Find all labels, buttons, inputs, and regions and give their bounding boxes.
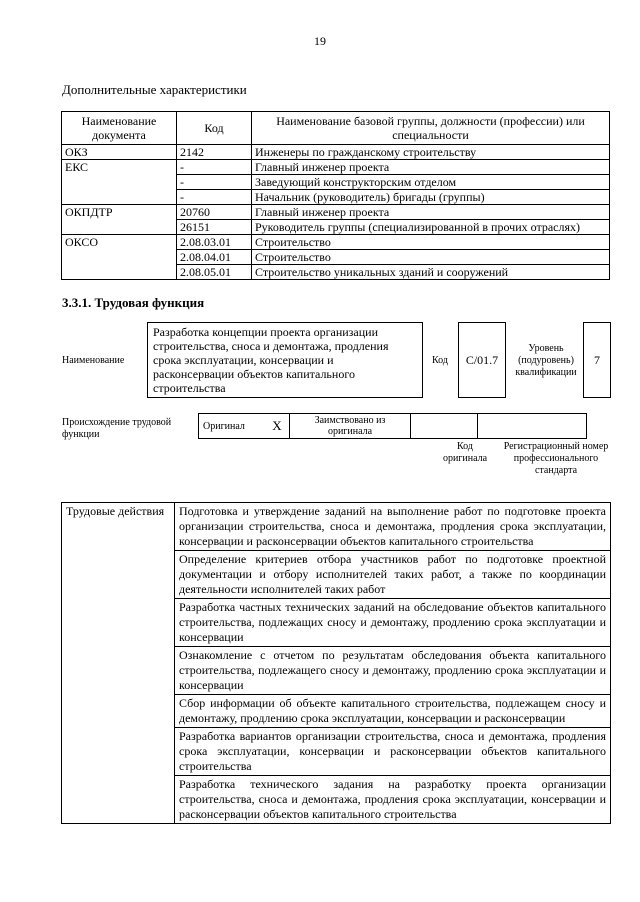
reg-number-label: Регистрационный номер профессионального стандарта bbox=[503, 441, 609, 476]
header-doc: Наименование документа bbox=[62, 112, 177, 145]
labor-actions-table bbox=[61, 502, 611, 824]
doc-cell: ОКПДТР bbox=[62, 205, 177, 235]
name-cell: Инженеры по гражданскому строительству bbox=[252, 145, 610, 160]
origin-row bbox=[199, 414, 587, 439]
qualification-level-label: Уровень (подуровень) квалификации bbox=[515, 343, 577, 378]
extra-characteristics-heading: Дополнительные характеристики bbox=[62, 82, 247, 97]
code-original-label: Код оригинала bbox=[442, 441, 488, 464]
table-row bbox=[62, 145, 610, 160]
name-cell: Главный инженер проекта bbox=[252, 160, 610, 175]
function-code-label: Код bbox=[432, 355, 448, 366]
header-name: Наименование базовой группы, должности (профессии) или специальности bbox=[252, 112, 610, 145]
name-cell: Заведующий конструкторским отделом bbox=[252, 175, 610, 190]
name-cell: Начальник (руководитель) бригады (группы) bbox=[252, 190, 610, 205]
table-header-row bbox=[62, 112, 610, 145]
name-cell: Строительство уникальных зданий и сооружений bbox=[252, 265, 610, 280]
function-name-label: Наименование bbox=[62, 355, 125, 366]
labor-action-text: Сбор информации об объекте капитального строительства, подлежащем сносу и демонтажу, продлению срока эксплуатации, консервации и расконсервации bbox=[175, 695, 611, 728]
category-cell: Трудовые действия bbox=[62, 503, 175, 824]
table-row bbox=[62, 160, 610, 175]
original-code-cell bbox=[411, 414, 478, 439]
labor-action-text: Разработка вариантов организации строительства, сноса и демонтажа, продления срока эксплуатации, консервации и расконсервации объектов капитального строительства bbox=[175, 728, 611, 776]
labor-action-text: Подготовка и утверждение заданий на выполнение работ по подготовке проекта организации строительства, сноса и демонтажа, продления срока эксплуатации, консервации и расконсервации объектов капитального строительства bbox=[175, 503, 611, 551]
code-cell: 2.08.04.01 bbox=[177, 250, 252, 265]
doc-cell: ЕКС bbox=[62, 160, 177, 205]
table-row bbox=[62, 205, 610, 220]
borrowed-label: Заимствовано из оригинала bbox=[290, 414, 411, 439]
code-cell: 26151 bbox=[177, 220, 252, 235]
code-cell: - bbox=[177, 160, 252, 175]
code-cell: 20760 bbox=[177, 205, 252, 220]
qualification-level-value: 7 bbox=[583, 322, 611, 398]
code-cell: 2.08.05.01 bbox=[177, 265, 252, 280]
labor-action-text: Разработка технического задания на разработку проекта организации строительства, сноса и демонтажа, продления срока эксплуатации, консервации и расконсервации объектов капитального строительства bbox=[175, 776, 611, 824]
section-title: 3.3.1. Трудовая функция bbox=[62, 295, 205, 310]
labor-action-text: Разработка частных технических заданий на обследование объектов капитального строительства, подлежащих сносу и демонтажу, продлению срока эксплуатации и консервации bbox=[175, 599, 611, 647]
doc-cell: ОКЗ bbox=[62, 145, 177, 160]
name-cell: Строительство bbox=[252, 250, 610, 265]
labor-action-row bbox=[62, 503, 611, 551]
name-cell: Руководитель группы (специализированной в прочих отраслях) bbox=[252, 220, 610, 235]
classification-table bbox=[61, 111, 610, 280]
original-mark: X bbox=[265, 414, 290, 439]
origin-label: Происхождение трудовой функции bbox=[62, 417, 172, 440]
origin-table bbox=[198, 413, 587, 439]
code-cell: - bbox=[177, 190, 252, 205]
code-cell: 2142 bbox=[177, 145, 252, 160]
reg-number-cell bbox=[478, 414, 587, 439]
original-label: Оригинал bbox=[199, 414, 266, 439]
page-number: 19 bbox=[314, 34, 326, 48]
header-code: Код bbox=[177, 112, 252, 145]
labor-action-text: Определение критериев отбора участников работ по подготовке проектной документации и отбору исполнителей таких работ, а также по координации деятельности исполнителей таких работ bbox=[175, 551, 611, 599]
function-name-value: Разработка концепции проекта организации строительства, сноса и демонтажа, продления срока эксплуатации, консервации и расконсервации объектов капитального строительства bbox=[147, 322, 423, 398]
function-code-value: С/01.7 bbox=[458, 322, 506, 398]
name-cell: Строительство bbox=[252, 235, 610, 250]
doc-cell: ОКСО bbox=[62, 235, 177, 280]
code-cell: - bbox=[177, 175, 252, 190]
name-cell: Главный инженер проекта bbox=[252, 205, 610, 220]
code-cell: 2.08.03.01 bbox=[177, 235, 252, 250]
labor-action-text: Ознакомление с отчетом по результатам обследования объекта капитального строительства, подлежащего сносу и демонтажу, продлению срока эксплуатации и консервации bbox=[175, 647, 611, 695]
table-row bbox=[62, 235, 610, 250]
